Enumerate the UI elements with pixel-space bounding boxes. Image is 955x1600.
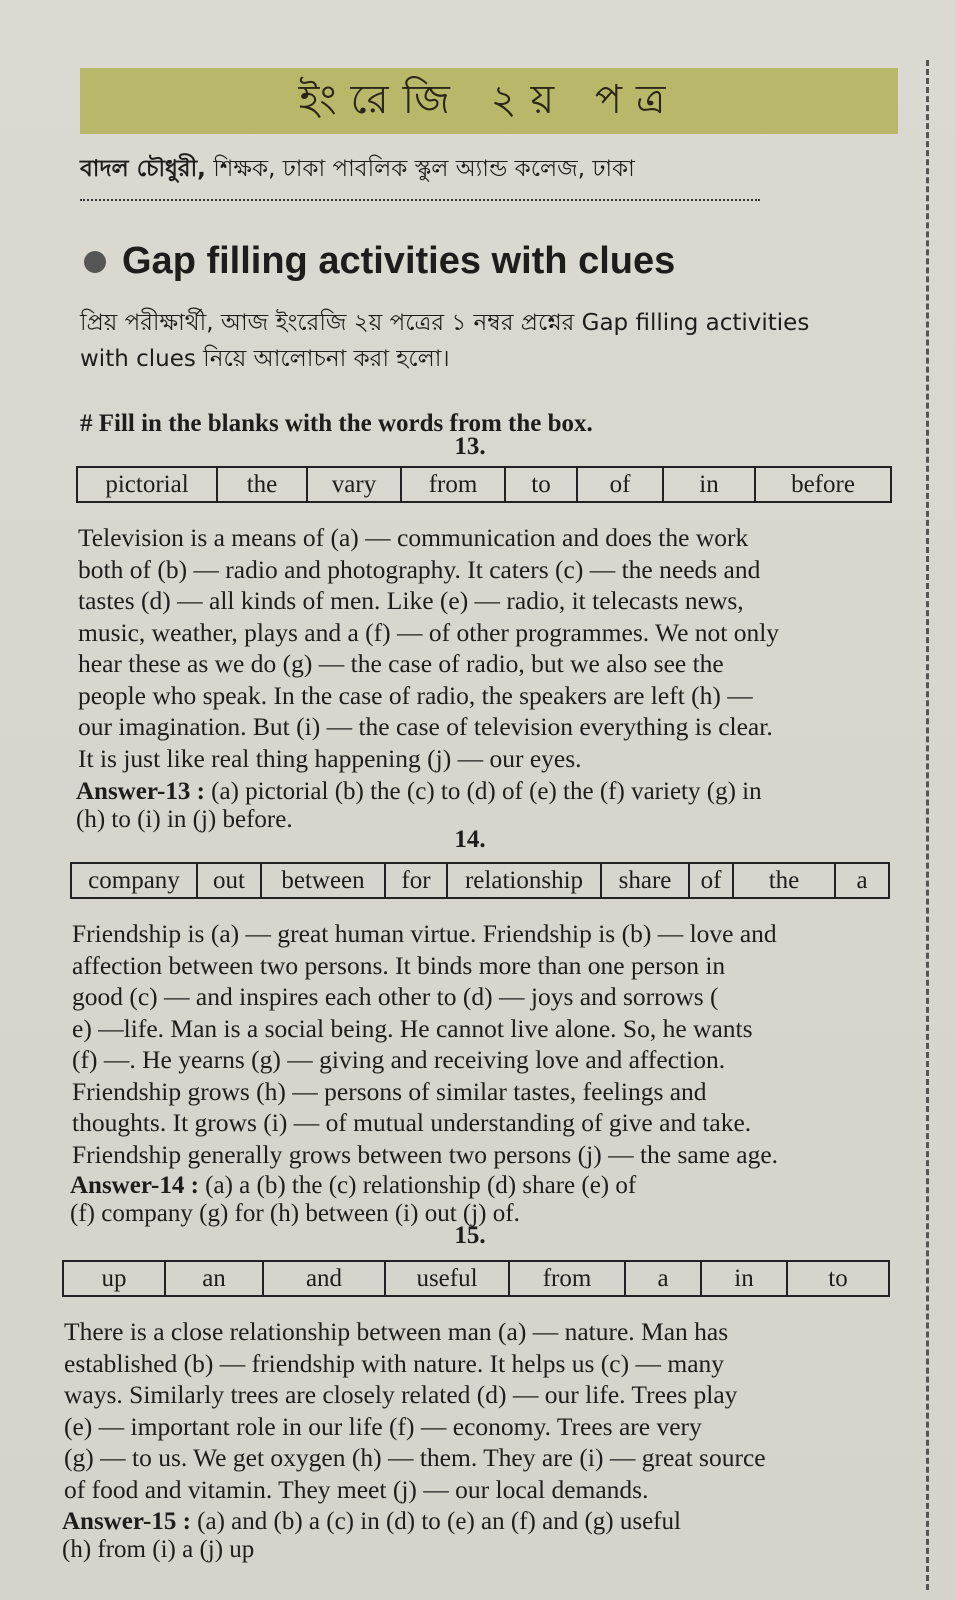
q13-word: from (401, 467, 505, 502)
passage-line: There is a close relationship between man (a) — nature. Man has (64, 1317, 729, 1346)
passage-line: ways. Similarly trees are closely related (d) — our life. Trees play (64, 1380, 738, 1409)
q15-word: useful (385, 1261, 509, 1296)
passage-line: It is just like real thing happening (j) — our eyes. (78, 743, 582, 773)
q14-word-box (70, 862, 890, 899)
q14-word: relationship (447, 863, 601, 898)
q14-word: for (385, 863, 447, 898)
q15-word-box (62, 1260, 890, 1297)
answer-text: (h) to (i) in (j) before. (76, 806, 293, 833)
passage-line: established (b) — friendship with nature. It helps us (c) — many (64, 1348, 725, 1378)
passage-line: Friendship is (a) — great human virtue. Friendship is (b) — love and (72, 919, 777, 948)
passage-line: tastes (d) — all kinds of men. Like (e) — radio, it telecasts news, (78, 586, 744, 615)
author-name: বাদল চৌধুরী, (80, 156, 206, 182)
answer-label: Answer-14 : (70, 1172, 199, 1199)
passage-line: Television is a means of (a) — communication and does the work (78, 523, 749, 552)
q15-passage (64, 1316, 766, 1505)
question-13-number: 13. (454, 433, 486, 460)
passage-line: (e) — important role in our life (f) — economy. Trees are very (64, 1411, 702, 1441)
q15-word: in (701, 1261, 787, 1296)
q15-word: from (509, 1261, 625, 1296)
q13-word: before (755, 467, 891, 502)
answer-label: Answer-15 : (62, 1508, 191, 1535)
header-banner (80, 68, 898, 134)
passage-line: of food and vitamin. They meet (j) — our local demands. (64, 1474, 649, 1504)
q14-word: company (71, 863, 197, 898)
q13-word: vary (307, 467, 401, 502)
q15-word: a (625, 1261, 701, 1296)
q14-passage (72, 918, 778, 1170)
answer-text: (h) from (i) a (j) up (62, 1536, 255, 1563)
author-designation: শিক্ষক, ঢাকা পাবলিক স্কুল অ্যান্ড কলেজ, ঢাকা (205, 156, 635, 182)
q13-word: the (217, 467, 307, 502)
passage-line: Friendship grows (h) — persons of similar tastes, feelings and (72, 1076, 707, 1106)
q13-word: of (577, 467, 663, 502)
passage-line: people who speak. In the case of radio, the speakers are left (h) — (78, 680, 753, 710)
bullet-icon (84, 251, 106, 273)
q14-word: share (601, 863, 689, 898)
q14-word: a (835, 863, 889, 898)
answer-text: (a) a (b) the (c) relationship (d) share (e) of (198, 1172, 637, 1199)
q13-answer (76, 778, 762, 834)
q14-answer (70, 1172, 636, 1228)
author-line (80, 150, 760, 201)
q13-word: in (663, 467, 755, 502)
passage-line: our imagination. But (i) — the case of television everything is clear. (78, 712, 773, 741)
q14-word: between (261, 863, 385, 898)
passage-line: (g) — to us. We get oxygen (h) — them. They are (i) — great source (64, 1443, 766, 1472)
passage-line: e) —life. Man is a social being. He cannot live alone. So, he wants (72, 1013, 753, 1043)
question-15-number: 15. (454, 1222, 486, 1249)
answer-text: (f) company (g) for (h) between (i) out (j) of. (70, 1200, 520, 1227)
answer-label: Answer-13 : (76, 778, 205, 805)
instruction: # Fill in the blanks with the words from the box. (80, 410, 593, 437)
q15-word: to (787, 1261, 889, 1296)
passage-line: (f) —. He yearns (g) — giving and receiving love and affection. (72, 1045, 726, 1074)
q13-word: pictorial (77, 467, 217, 502)
passage-line: thoughts. It grows (i) — of mutual understanding of give and take. (72, 1108, 752, 1137)
q14-word: the (733, 863, 835, 898)
q15-word: and (263, 1261, 385, 1296)
answer-text: (a) pictorial (b) the (c) to (d) of (e) the (f) variety (g) in (204, 778, 762, 805)
passage-line: hear these as we do (g) — the case of radio, but we also see the (78, 649, 724, 678)
passage-line: both of (b) — radio and photography. It caters (c) — the needs and (78, 554, 761, 584)
q13-passage (78, 522, 779, 774)
header-title: ইংরেজি ২য় পত্র (298, 76, 680, 123)
q13-word-box (76, 466, 892, 503)
q14-word: out (197, 863, 261, 898)
q15-answer (62, 1508, 681, 1564)
column-divider (926, 60, 929, 1590)
q15-word: up (63, 1261, 165, 1296)
intro-text: প্রিয় পরীক্ষার্থী, আজ ইংরেজি ২য় পত্রের ১ নম্বর প্রশ্নের Gap filling activities with clues নিয়ে আলোচনা করা হলো। (80, 310, 810, 372)
question-14-number: 14. (454, 826, 486, 853)
q15-word: an (165, 1261, 263, 1296)
q13-word: to (505, 467, 577, 502)
passage-line: music, weather, plays and a (f) — of other programmes. We not only (78, 617, 780, 647)
answer-text: (a) and (b) a (c) in (d) to (e) an (f) and (g) useful (190, 1508, 681, 1535)
passage-line: Friendship generally grows between two persons (j) — the same age. (72, 1139, 779, 1169)
passage-line: good (c) — and inspires each other to (d) — joys and sorrows ( (72, 982, 719, 1011)
section-heading (84, 240, 675, 283)
section-title: Gap filling activities with clues (122, 240, 676, 282)
q14-word: of (689, 863, 733, 898)
passage-line: affection between two persons. It binds more than one person in (72, 950, 726, 980)
